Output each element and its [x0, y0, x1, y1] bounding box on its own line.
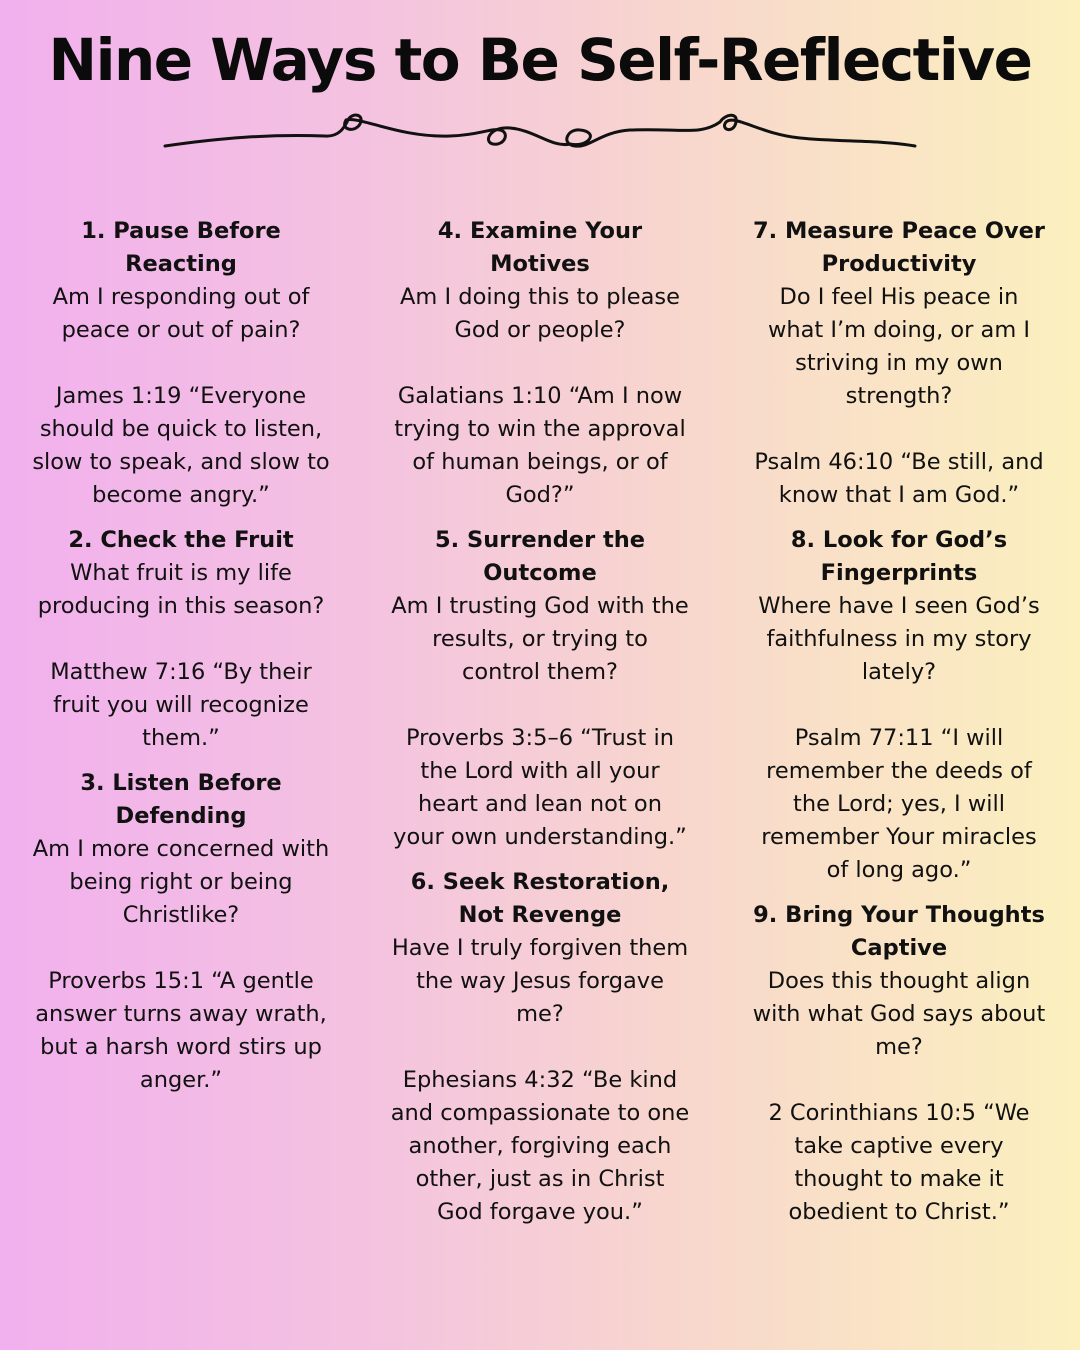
item-heading: 8. Look for God’s Fingerprints	[790, 527, 1008, 586]
item-question: Where have I seen God’s faithfulness in my story lately?	[758, 593, 1040, 685]
item-heading: 4. Examine Your Motives	[437, 218, 643, 277]
item-heading: 1. Pause Before Reacting	[81, 218, 281, 277]
item-verse: Psalm 77:11 “I will remember the deeds of the Lord; yes, I will remember Your miracles of long ago.”	[761, 725, 1037, 883]
item-verse: 2 Corinthians 10:5 “We take captive every thought to make it obedient to Christ.”	[768, 1100, 1030, 1225]
item-verse: Psalm 46:10 “Be still, and know that I am God.”	[754, 449, 1044, 508]
reflection-item-3	[31, 767, 331, 1097]
reflection-item-5	[390, 524, 690, 854]
reflection-item-1	[31, 215, 331, 512]
item-question: Am I responding out of peace or out of pain?	[52, 284, 310, 343]
item-verse: Proverbs 15:1 “A gentle answer turns away wrath, but a harsh word stirs up anger.”	[35, 968, 327, 1093]
item-heading: 6. Seek Restoration, Not Revenge	[410, 869, 670, 928]
item-heading: 5. Surrender the Outcome	[434, 527, 646, 586]
item-question: Am I more concerned with being right or being Christlike?	[32, 836, 330, 928]
item-question: What fruit is my life producing in this season?	[37, 560, 325, 619]
item-verse: James 1:19 “Everyone should be quick to listen, slow to speak, and slow to become angry.”	[32, 383, 330, 508]
item-heading: 9. Bring Your Thoughts Captive	[753, 902, 1045, 961]
column-1	[31, 215, 331, 1109]
item-question: Do I feel His peace in what I’m doing, or am I striving in my own strength?	[767, 284, 1031, 409]
reflection-item-2	[31, 524, 331, 755]
item-question: Does this thought align with what God says about me?	[752, 968, 1046, 1060]
item-question: Have I truly forgiven them the way Jesus forgave me?	[391, 935, 689, 1027]
reflection-item-7	[749, 215, 1049, 512]
item-question: Am I doing this to please God or people?	[400, 284, 680, 343]
reflection-item-8	[749, 524, 1049, 887]
item-verse: Matthew 7:16 “By their fruit you will recognize them.”	[50, 659, 312, 751]
item-verse: Proverbs 3:5–6 “Trust in the Lord with all your heart and lean not on your own understanding.”	[393, 725, 687, 850]
page-title: Nine Ways to Be Self-Reflective	[48, 26, 1032, 94]
item-heading: 3. Listen Before Defending	[80, 770, 282, 829]
reflection-item-6	[390, 866, 690, 1229]
reflection-item-4	[390, 215, 690, 512]
item-verse: Ephesians 4:32 “Be kind and compassionate to one another, forgiving each other, just as in Christ God forgave you.”	[390, 1067, 690, 1225]
item-heading: 7. Measure Peace Over Productivity	[753, 218, 1045, 277]
item-heading: 2. Check the Fruit	[68, 527, 294, 553]
item-verse: Galatians 1:10 “Am I now trying to win the approval of human beings, or of God?”	[394, 383, 686, 508]
column-2	[390, 215, 690, 1241]
item-question: Am I trusting God with the results, or trying to control them?	[391, 593, 689, 685]
reflection-item-9	[749, 899, 1049, 1229]
column-3	[749, 215, 1049, 1241]
decorative-flourish	[160, 108, 920, 158]
